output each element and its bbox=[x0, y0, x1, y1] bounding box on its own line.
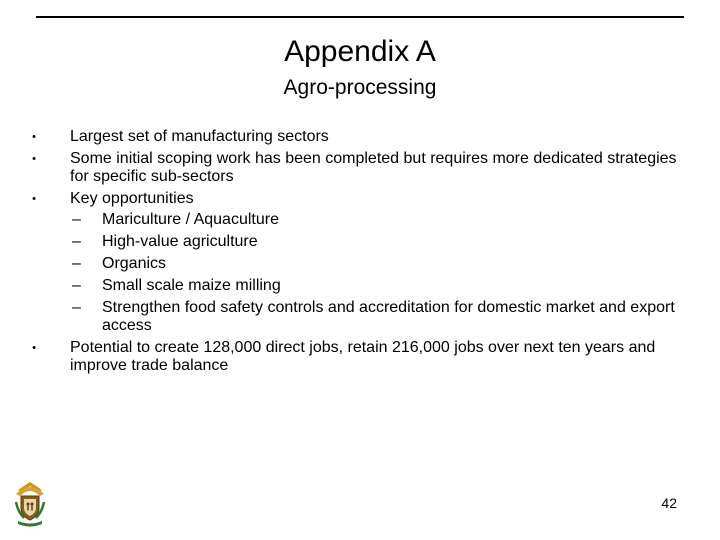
sub-bullet-list bbox=[70, 211, 688, 335]
bullet-item bbox=[28, 339, 688, 375]
slide-title: Appendix A bbox=[284, 35, 436, 68]
dash-marker: – bbox=[72, 211, 81, 228]
coat-of-arms-icon bbox=[10, 478, 50, 528]
bullet-item bbox=[28, 150, 688, 186]
sub-bullet-text: Organics bbox=[102, 255, 167, 272]
bullet-dot: • bbox=[32, 131, 36, 143]
bullet-text: Key opportunities bbox=[70, 190, 194, 207]
bullet-dot: • bbox=[32, 153, 36, 165]
dash-marker: – bbox=[72, 233, 81, 250]
bullet-text: Potential to create 128,000 direct jobs, retain 216,000 jobs over next ten years and improve trade balance bbox=[70, 339, 656, 374]
bullet-text: Largest set of manufacturing sectors bbox=[70, 128, 329, 145]
bullet-item bbox=[28, 128, 688, 146]
dash-marker: – bbox=[72, 255, 81, 272]
sub-bullet-text: High-value agriculture bbox=[102, 233, 258, 250]
sub-bullet-item bbox=[70, 233, 688, 251]
top-rule bbox=[36, 16, 684, 18]
sub-bullet-text: Mariculture / Aquaculture bbox=[102, 211, 279, 228]
dash-marker: – bbox=[72, 299, 81, 316]
sub-bullet-item bbox=[70, 277, 688, 295]
sub-bullet-item bbox=[70, 255, 688, 273]
sub-bullet-item bbox=[70, 299, 688, 335]
bullet-item bbox=[28, 190, 688, 335]
sub-bullet-text: Small scale maize milling bbox=[102, 277, 281, 294]
bullet-text: Some initial scoping work has been completed but requires more dedicated strategies for specific sub-sectors bbox=[70, 150, 677, 185]
sub-bullet-item bbox=[70, 211, 688, 229]
bullet-dot: • bbox=[32, 193, 36, 205]
page-number: 42 bbox=[661, 495, 677, 511]
bullet-dot: • bbox=[32, 342, 36, 354]
bullet-list bbox=[28, 128, 688, 375]
sub-bullet-text: Strengthen food safety controls and accreditation for domestic market and export access bbox=[102, 299, 675, 334]
slide-subtitle: Agro-processing bbox=[283, 76, 437, 99]
dash-marker: – bbox=[72, 277, 81, 294]
